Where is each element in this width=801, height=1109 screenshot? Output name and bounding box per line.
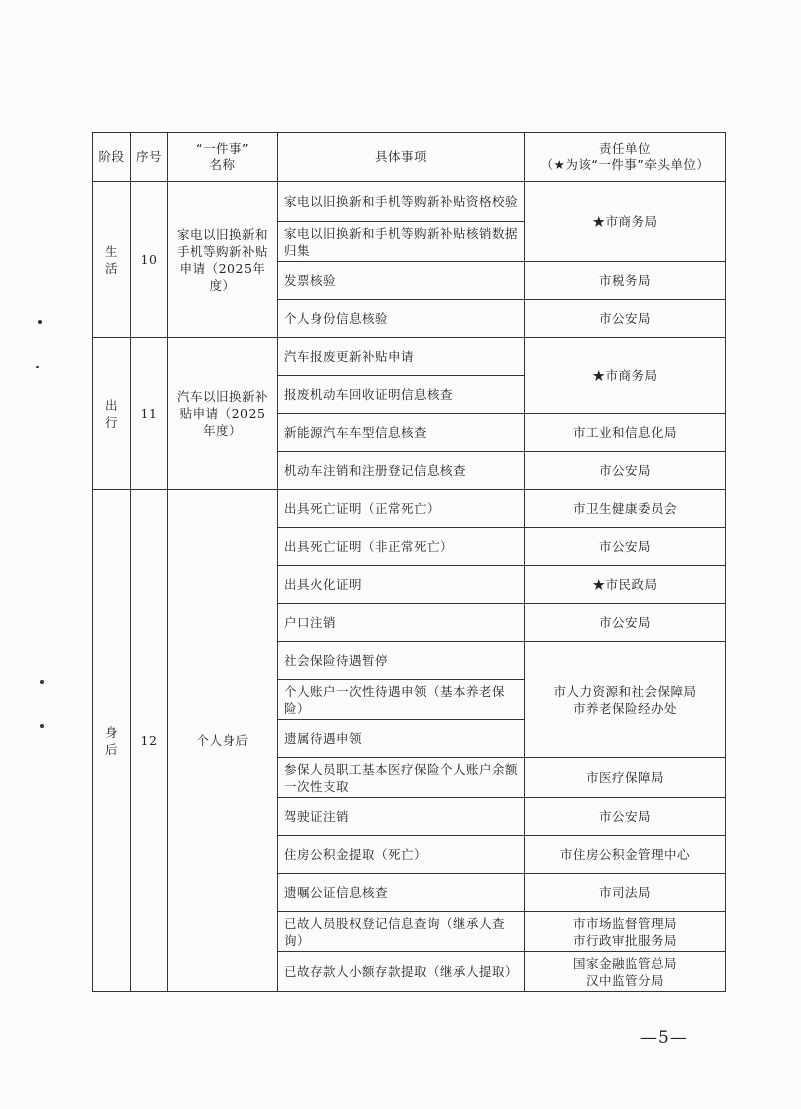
item-cell: 出具火化证明 <box>278 566 525 604</box>
item-cell: 汽车报废更新补贴申请 <box>278 338 525 376</box>
matter-name-cell: 个人身后 <box>168 490 278 992</box>
scan-dot <box>40 724 44 728</box>
page-number: —5— <box>640 1028 688 1048</box>
stage-cell: 生活 <box>93 182 131 338</box>
unit-cell: 市公安局 <box>525 300 726 338</box>
item-cell: 个人身份信息核验 <box>278 300 525 338</box>
unit-cell: ★市商务局 <box>525 338 726 414</box>
unit-cell: 市工业和信息化局 <box>525 414 726 452</box>
unit-cell: 市司法局 <box>525 874 726 912</box>
header-item: 具体事项 <box>278 133 525 182</box>
responsibility-table <box>92 132 726 992</box>
unit-cell: 市住房公积金管理中心 <box>525 836 726 874</box>
item-cell: 家电以旧换新和手机等购新补贴资格校验 <box>278 182 525 222</box>
item-cell: 已故人员股权登记信息查询（继承人查询） <box>278 912 525 952</box>
seq-cell: 11 <box>131 338 168 490</box>
seq-cell: 10 <box>131 182 168 338</box>
table-row <box>93 490 726 528</box>
unit-cell: 市公安局 <box>525 452 726 490</box>
header-stage: 阶段 <box>93 133 131 182</box>
item-cell: 参保人员职工基本医疗保险个人账户余额一次性支取 <box>278 758 525 798</box>
item-cell: 出具死亡证明（非正常死亡） <box>278 528 525 566</box>
item-cell: 已故存款人小额存款提取（继承人提取） <box>278 952 525 992</box>
seq-cell: 12 <box>131 490 168 992</box>
unit-cell: 市税务局 <box>525 262 726 300</box>
unit-cell: 国家金融监管总局 汉中监管分局 <box>525 952 726 992</box>
item-cell: 户口注销 <box>278 604 525 642</box>
unit-cell: ★市商务局 <box>525 182 726 262</box>
scan-dot <box>38 320 42 324</box>
unit-cell: ★市民政局 <box>525 566 726 604</box>
header-name: “一件事” 名称 <box>168 133 278 182</box>
item-cell: 报废机动车回收证明信息核查 <box>278 376 525 414</box>
item-cell: 住房公积金提取（死亡） <box>278 836 525 874</box>
stage-cell: 出行 <box>93 338 131 490</box>
header-unit: 责任单位 （★为该“一件事”牵头单位） <box>525 133 726 182</box>
table-row <box>93 338 726 376</box>
unit-cell: 市公安局 <box>525 604 726 642</box>
scan-dot <box>36 366 39 368</box>
unit-cell: 市公安局 <box>525 798 726 836</box>
item-cell: 家电以旧换新和手机等购新补贴核销数据归集 <box>278 222 525 262</box>
item-cell: 个人账户一次性待遇申领（基本养老保险） <box>278 680 525 720</box>
item-cell: 社会保险待遇暂停 <box>278 642 525 680</box>
item-cell: 遗属待遇申领 <box>278 720 525 758</box>
item-cell: 机动车注销和注册登记信息核查 <box>278 452 525 490</box>
item-cell: 新能源汽车车型信息核查 <box>278 414 525 452</box>
table-header-row <box>93 133 726 182</box>
matter-name-cell: 汽车以旧换新补贴申请（2025年度） <box>168 338 278 490</box>
matter-name-cell: 家电以旧换新和手机等购新补贴申请（2025年度） <box>168 182 278 338</box>
unit-cell: 市医疗保障局 <box>525 758 726 798</box>
item-cell: 出具死亡证明（正常死亡） <box>278 490 525 528</box>
item-cell: 发票核验 <box>278 262 525 300</box>
item-cell: 遗嘱公证信息核查 <box>278 874 525 912</box>
scan-dot <box>40 680 44 684</box>
header-seq: 序号 <box>131 133 168 182</box>
item-cell: 驾驶证注销 <box>278 798 525 836</box>
table-row <box>93 182 726 222</box>
unit-cell: 市公安局 <box>525 528 726 566</box>
stage-cell: 身后 <box>93 490 131 992</box>
unit-cell: 市市场监督管理局 市行政审批服务局 <box>525 912 726 952</box>
unit-cell: 市卫生健康委员会 <box>525 490 726 528</box>
unit-cell: 市人力资源和社会保障局 市养老保险经办处 <box>525 642 726 758</box>
